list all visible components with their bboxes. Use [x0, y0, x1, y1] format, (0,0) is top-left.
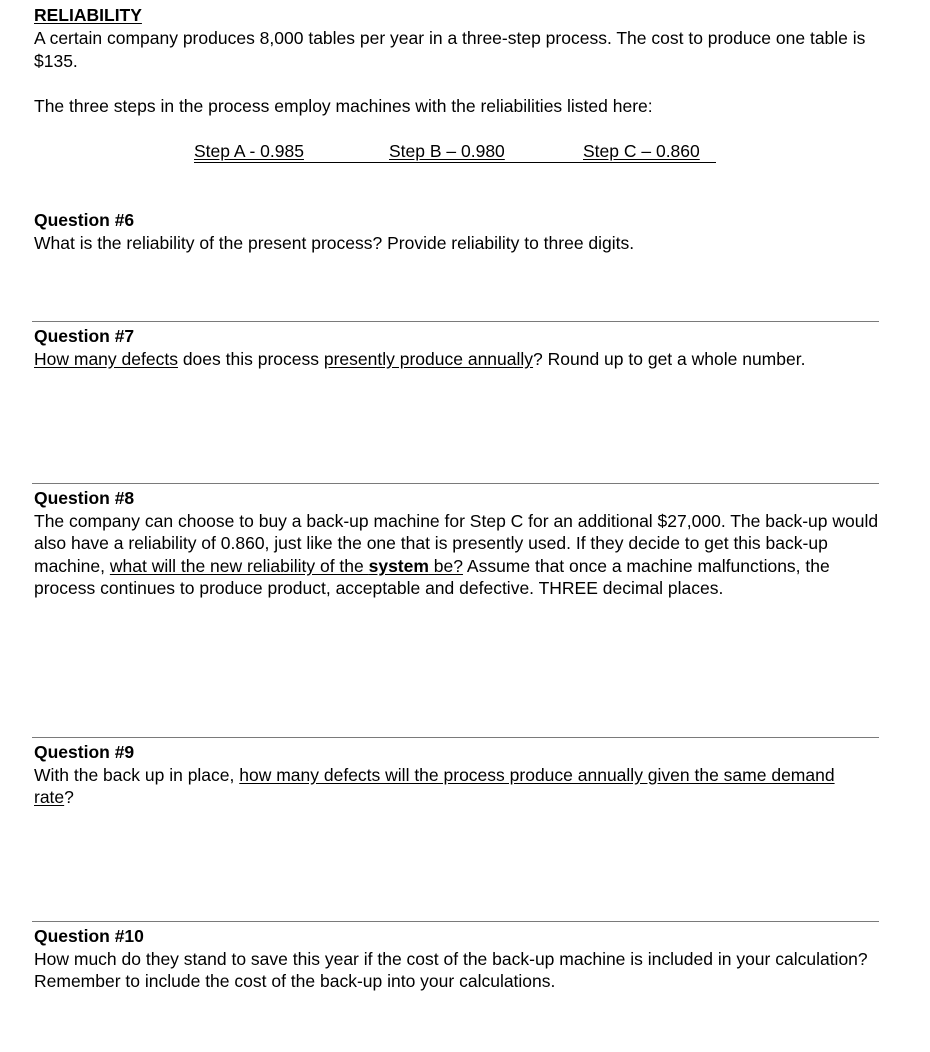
question-6 — [34, 209, 884, 254]
question-9 — [34, 741, 874, 809]
step-b-label: Step B – 0.980 — [389, 141, 505, 161]
question-7-text — [34, 348, 854, 371]
intro-paragraph: A certain company produces 8,000 tables per year in a three-step process. The cost to produce one table is $135. — [34, 28, 866, 71]
document-title: RELIABILITY — [34, 5, 142, 25]
question-6-heading: Question #6 — [34, 210, 135, 230]
step-a-label: Step A - 0.985 — [194, 141, 304, 161]
q9-text-2: ? — [64, 787, 74, 808]
q8-text-1: The company can choose to buy a back-up machine for Step C for an additional $27,000. The back-up would also have a reliability of 0.860, just like the one that is presently used. If they decide to get this back-up machine, — [34, 510, 879, 576]
q8-underline-2: be? — [428, 555, 463, 576]
divider-q9 — [32, 737, 879, 738]
question-7-heading: Question #7 — [34, 326, 135, 346]
question-9-text — [34, 764, 874, 809]
step-c-label: Step C – 0.860 — [583, 141, 700, 161]
steps-intro: The three steps in the process employ machines with the reliabilities listed here: — [34, 96, 653, 116]
divider-q10 — [32, 921, 879, 922]
question-7 — [34, 325, 854, 370]
q9-underline-1: how many defects will the process produce annually given the same demand rate — [34, 764, 835, 808]
question-6-text: What is the reliability of the present process? Provide reliability to three digits. — [34, 232, 635, 253]
question-8-heading: Question #8 — [34, 488, 135, 508]
question-10-text: How much do they stand to save this year if the cost of the back-up machine is included in your calculation? Remember to include the cost of the back-up into your calculations. — [34, 948, 868, 992]
q8-underline-bold: system — [368, 555, 429, 576]
question-10-heading: Question #10 — [34, 926, 144, 946]
q8-underline-1: what will the new reliability of the — [109, 555, 369, 576]
q9-text-1: With the back up in place, — [34, 764, 240, 785]
q7-text-2: ? Round up to get a whole number. — [533, 348, 806, 369]
q8-text-2: Assume that once a machine malfunctions, the process continues to produce product, acceptable and defective. THREE decimal places. — [34, 555, 830, 599]
question-8-text — [34, 510, 879, 600]
question-8 — [34, 487, 879, 600]
q7-underline-2: presently produce annually — [323, 348, 534, 369]
question-10 — [34, 925, 879, 993]
q7-text-1: does this process — [177, 348, 324, 369]
question-9-heading: Question #9 — [34, 742, 135, 762]
divider-q8 — [32, 483, 879, 484]
divider-q7 — [32, 321, 879, 322]
steps-underline — [194, 162, 716, 163]
q7-underline-1: How many defects — [34, 348, 178, 369]
